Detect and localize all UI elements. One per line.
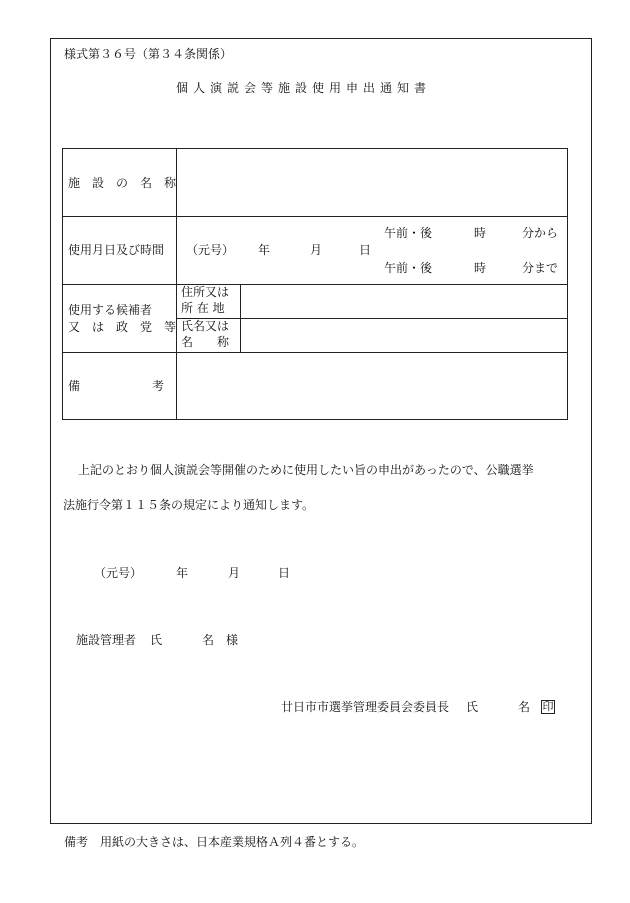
candidate-label-line1: 使用する候補者 [68, 303, 153, 317]
form-title: 個人演説会等施設使用申出通知書 [176, 81, 432, 95]
name-field[interactable] [244, 321, 564, 349]
addressee-label: 施設管理者 [76, 633, 137, 647]
address-label-line2: 所 在 地 [181, 301, 225, 315]
era-text: （元号） [186, 243, 235, 257]
date-day-text: 日 [278, 566, 291, 580]
address-field[interactable] [244, 287, 564, 315]
notice-paragraph-line2: 法施行令第１１５条の規定により通知します。 [63, 498, 315, 512]
start-ampm-text: 午前・後 [384, 226, 433, 240]
addressee-sama: 様 [226, 633, 239, 647]
start-minute-text: 分から [522, 226, 559, 240]
year-text: 年 [258, 243, 271, 257]
addressee-mei: 名 [202, 633, 215, 647]
end-hour-text: 時 [474, 261, 487, 275]
date-era-text: （元号） [94, 566, 143, 580]
form-number: 様式第３６号（第３４条関係） [64, 47, 233, 61]
start-hour-text: 時 [474, 226, 487, 240]
end-ampm-text: 午前・後 [384, 261, 433, 275]
end-minute-text: 分まで [522, 261, 559, 275]
date-month-text: 月 [228, 566, 241, 580]
remarks-label: 備 考 [68, 379, 165, 393]
month-text: 月 [310, 243, 323, 257]
table-row-divider [62, 284, 568, 285]
facility-name-label: 施 設 の 名 称 [68, 176, 177, 190]
footnote: 備考 用紙の大きさは、日本産業規格Ａ列４番とする。 [64, 835, 365, 849]
remarks-field[interactable] [180, 358, 564, 414]
sender-uji: 氏 [466, 700, 479, 714]
name-label-line2: 名 称 [181, 335, 230, 349]
day-text: 日 [359, 243, 372, 257]
table-subrow-divider [176, 318, 568, 319]
seal-mark-icon: 印 [542, 700, 554, 713]
table-subcolumn-divider [240, 284, 241, 352]
address-label-line1: 住所又は [181, 285, 230, 299]
date-year-text: 年 [176, 566, 189, 580]
name-label-line1: 氏名又は [181, 319, 230, 333]
addressee-uji: 氏 [150, 633, 163, 647]
facility-name-field[interactable] [180, 172, 564, 194]
notice-paragraph-line1: 上記のとおり個人演説会等開催のために使用したい旨の申出があったので、公職選挙 [78, 463, 534, 477]
table-row-divider [62, 216, 568, 217]
candidate-label-line2: 又 は 政 党 等 [68, 320, 177, 334]
table-row-divider [62, 352, 568, 353]
sender-organization: 廿日市市選挙管理委員会委員長 [281, 700, 450, 714]
usage-datetime-label: 使用月日及び時間 [68, 243, 165, 257]
sender-mei: 名 [518, 700, 531, 714]
